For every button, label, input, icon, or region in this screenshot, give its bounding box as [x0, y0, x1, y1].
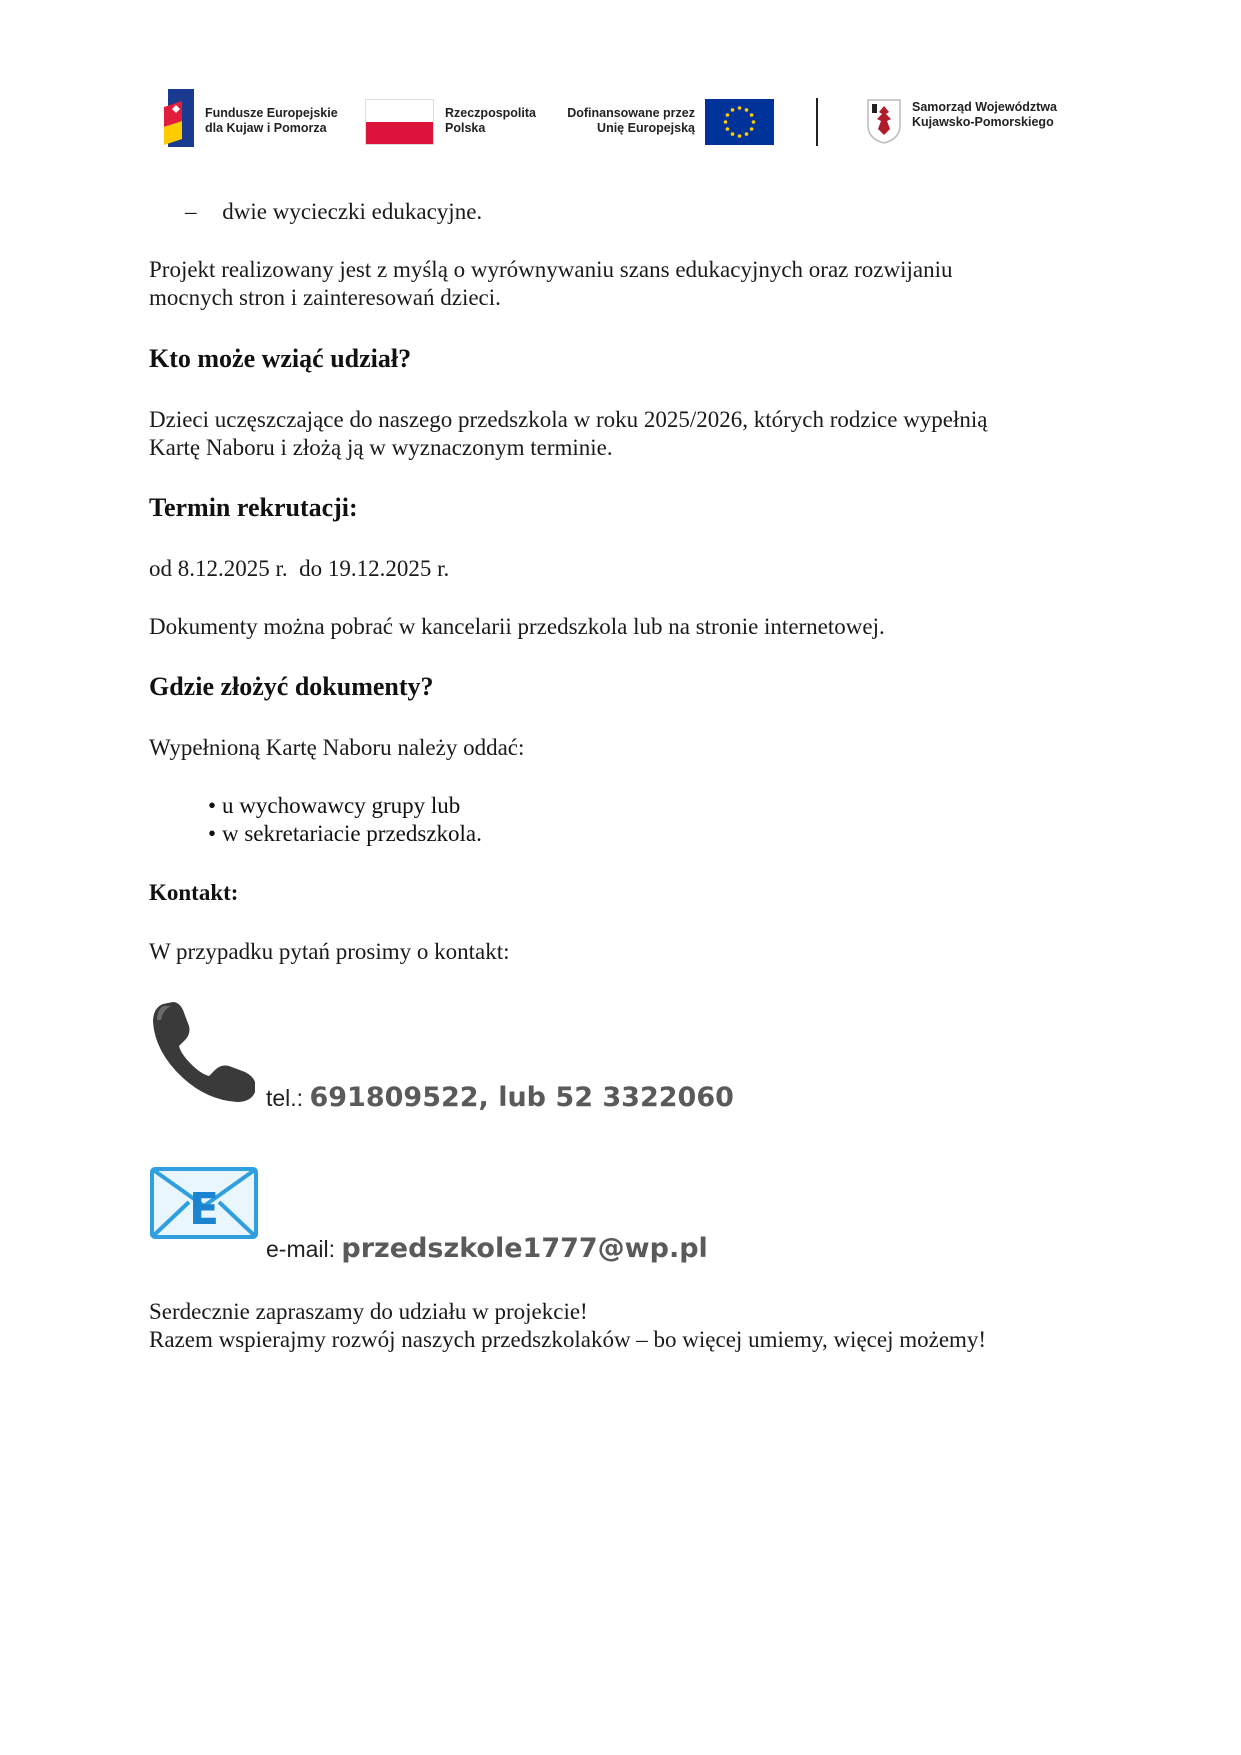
phone-icon	[149, 996, 259, 1106]
tel-label: tel.:	[266, 1085, 310, 1111]
email-label: e-mail:	[266, 1236, 342, 1262]
closing-line2: Razem wspierajmy rozwój naszych przedszkolaków – bo więcej umiemy, więcej możemy!	[149, 1327, 987, 1352]
heading-contact: Kontakt:	[149, 880, 239, 905]
dash-marker: –	[185, 199, 197, 224]
tel-value[interactable]: 691809522, lub 52 3322060	[309, 1082, 734, 1113]
logo3-text	[560, 106, 695, 136]
logo1-line2: dla Kujaw i Pomorza	[205, 121, 327, 135]
email-envelope-icon	[149, 1166, 259, 1240]
heading-who: Kto może wziąć udział?	[149, 344, 412, 373]
who-paragraph	[149, 406, 1109, 462]
intro-paragraph	[149, 256, 1109, 312]
polish-flag-icon	[365, 99, 434, 145]
logo4-line2: Kujawsko-Pomorskiego	[912, 115, 1054, 129]
list-item	[208, 792, 482, 820]
docs-text: Dokumenty można pobrać w kancelarii przedszkola lub na stronie internetowej.	[149, 614, 885, 639]
logo3-line1: Dofinansowane przez	[567, 106, 695, 120]
intro-line2: mocnych stron i zainteresowań dzieci.	[149, 285, 501, 310]
email-value[interactable]: przedszkole1777@wp.pl	[341, 1233, 708, 1264]
bullet-icon: •	[208, 821, 217, 846]
logo4-text	[912, 100, 1057, 130]
list-item-text: u wychowawcy grupy lub	[222, 793, 461, 818]
logo2-line1: Rzeczpospolita	[445, 106, 536, 120]
phone-contact	[266, 1082, 734, 1113]
term-text: od 8.12.2025 r. do 19.12.2025 r.	[149, 556, 450, 581]
logo3-line2: Unię Europejską	[597, 121, 695, 135]
list-item-text: w sekretariacie przedszkola.	[222, 821, 482, 846]
logo2-line2: Polska	[445, 121, 486, 135]
who-line2: Kartę Naboru i złożą ją w wyznaczonym terminie.	[149, 435, 613, 460]
header-separator	[816, 98, 818, 146]
kujawsko-pomorskie-coat-of-arms-icon	[865, 97, 903, 145]
closing-line1: Serdecznie zapraszamy do udziału w projekcie!	[149, 1299, 588, 1324]
eu-flag-icon	[705, 99, 774, 145]
logo4-line1: Samorząd Województwa	[912, 100, 1057, 114]
header-logo-bar	[160, 85, 1080, 155]
svg-text:E: E	[188, 1184, 220, 1235]
intro-line1: Projekt realizowany jest z myślą o wyrównywaniu szans edukacyjnych oraz rozwijaniu	[149, 257, 953, 282]
contact-intro: W przypadku pytań prosimy o kontakt:	[149, 939, 510, 964]
heading-term: Termin rekrutacji:	[149, 493, 358, 522]
logo1-line1: Fundusze Europejskie	[205, 106, 338, 120]
logo2-text	[445, 106, 536, 136]
list-item	[208, 820, 482, 848]
fundusze-europejskie-logo-icon	[162, 87, 196, 149]
bullet-icon: •	[208, 793, 217, 818]
email-contact	[266, 1233, 708, 1264]
where-text: Wypełnioną Kartę Naboru należy oddać:	[149, 735, 525, 760]
who-line1: Dzieci uczęszczające do naszego przedszkola w roku 2025/2026, których rodzice wypełnią	[149, 407, 988, 432]
where-list	[208, 792, 482, 848]
dash-list-item	[185, 198, 1145, 226]
dash-item-text: dwie wycieczki edukacyjne.	[222, 199, 483, 224]
logo1-text	[205, 106, 338, 136]
closing-paragraph	[149, 1298, 1109, 1354]
heading-where: Gdzie złożyć dokumenty?	[149, 672, 434, 701]
